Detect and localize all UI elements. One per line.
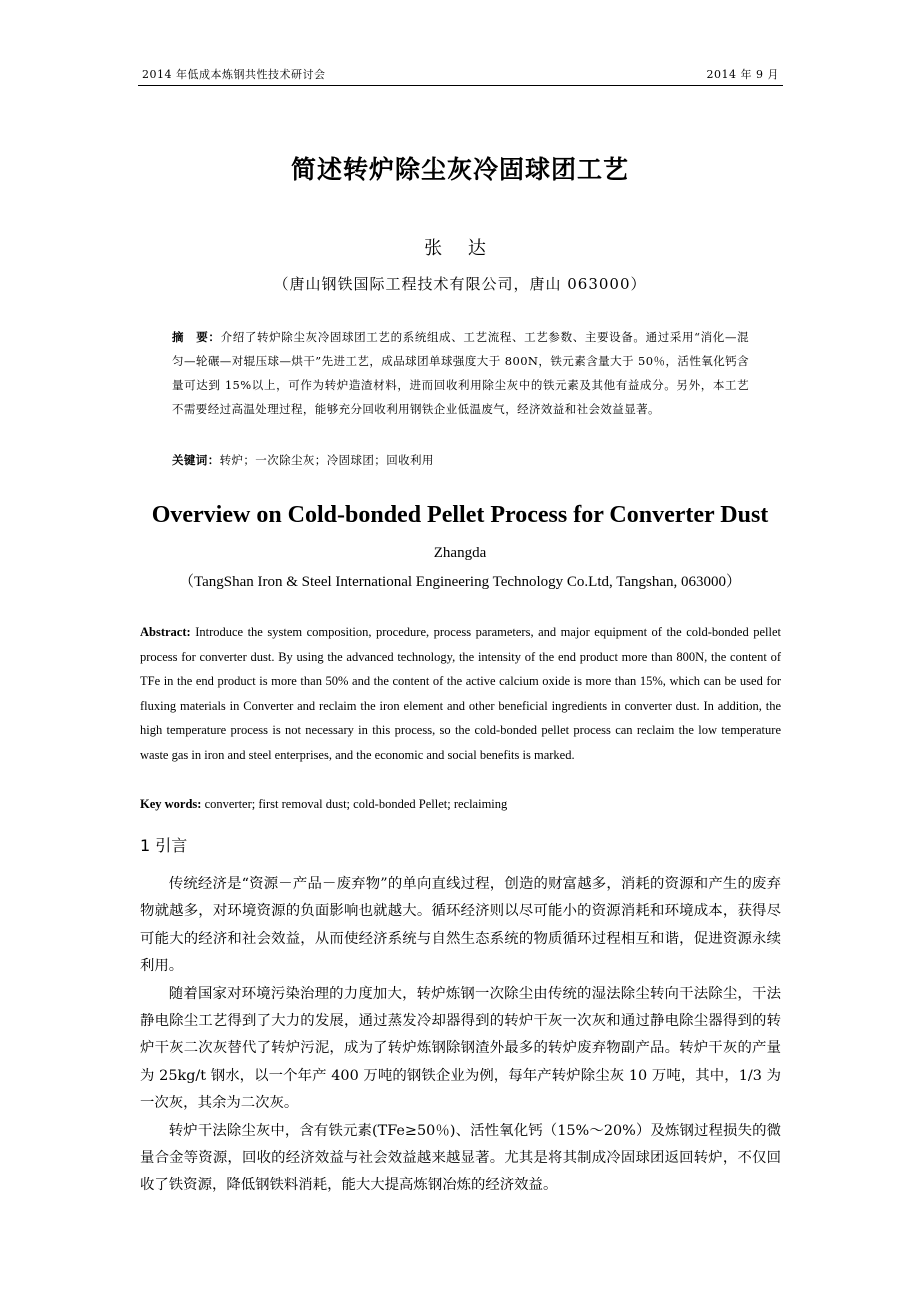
english-keywords	[140, 792, 781, 816]
section-body	[140, 871, 781, 1200]
chinese-abstract-label: 摘 要：	[172, 330, 221, 344]
section-heading: 1 引言	[140, 836, 188, 855]
header-rule	[138, 85, 783, 86]
chinese-affiliation: （唐山钢铁国际工程技术有限公司，唐山 063000）	[273, 275, 647, 293]
body-paragraph: 传统经济是“资源－产品－废弃物”的单向直线过程，创造的财富越多，消耗的资源和产生的废弃物就越多，对环境资源的负面影响也就越大。循环经济则以尽可能小的资源消耗和环境成本，获得尽可能大的经济和社会效益，从而使经济系统与自然生态系统的物质循环过程相互和谐，促进资源永续利用。	[140, 876, 781, 975]
chinese-keywords-text: 转炉；一次除尘灰；冷固球团；回收利用	[219, 453, 434, 467]
chinese-title: 简述转炉除尘灰冷固球团工艺	[290, 155, 629, 184]
english-title: Overview on Cold-bonded Pellet Process for Converter Dust	[151, 502, 769, 528]
english-abstract	[140, 620, 781, 768]
body-paragraph: 随着国家对环境污染治理的力度加大，转炉炼钢一次除尘由传统的湿法除尘转向干法除尘，干法静电除尘工艺得到了大力的发展，通过蒸发冷却器得到的转炉干灰一次灰和通过静电除尘器得到的转炉干灰二次灰替代了转炉污泥，成为了转炉炼钢除钢渣外最多的转炉废弃物副产品。转炉干灰的产量为 25kg/t 钢水，以一个年产 400 万吨的钢铁企业为例，每年产转炉除尘灰 10 万吨，其中，1/3 为一次灰，其余为二次灰。	[140, 985, 781, 1112]
chinese-keywords	[172, 448, 749, 472]
chinese-abstract	[172, 325, 749, 421]
english-keywords-label: Key words:	[140, 797, 202, 811]
chinese-abstract-text: 介绍了转炉除尘灰冷固球团工艺的系统组成、工艺流程、工艺参数、主要设备。通过采用“消化—混匀—轮碾—对辊压球—烘干”先进工艺，成品球团单球强度大于 800N，铁元素含量大于 50％，活性氧化钙含量可达到 15%以上，可作为转炉造渣材料，进而回收利用除尘灰中的铁元素及其他有益成分。另外，本工艺不需要经过高温处理过程，能够充分回收利用钢铁企业低温废气，经济效益和社会效益显著。	[172, 330, 749, 416]
conference-date: 2014 年 9 月	[706, 68, 779, 81]
english-keywords-text: converter; first removal dust; cold-bonded Pellet; reclaiming	[201, 797, 508, 811]
conference-name: 2014 年低成本炼钢共性技术研讨会	[142, 68, 326, 81]
english-affiliation: （TangShan Iron & Steel International Engineering Technology Co.Ltd, Tangshan, 063000）	[178, 574, 742, 590]
english-author: Zhangda	[433, 545, 487, 561]
english-abstract-label: Abstract:	[140, 625, 191, 639]
chinese-author: 张 达	[424, 238, 496, 259]
chinese-keywords-label: 关键词：	[172, 453, 220, 467]
body-paragraph: 转炉干法除尘灰中，含有铁元素(TFe≥50％)、活性氧化钙（15%～20%）及炼钢过程损失的微量合金等资源，回收的经济效益与社会效益越来越显著。尤其是将其制成冷固球团返回转炉，不仅回收了铁资源，降低钢铁料消耗，能大大提高炼钢冶炼的经济效益。	[140, 1122, 781, 1194]
running-header	[138, 62, 783, 82]
english-abstract-text: Introduce the system composition, procedure, process parameters, and major equipment of the cold-bonded pellet process for converter dust. By using the advanced technology, the intensity of the end product more than 800N, the content of TFe in the end product is more than 50% and the content of the active calcium oxide is more than 15%, which can be used for fluxing materials in Converter and reclaim the iron element and other beneficial ingredients in converter dust. In addition, the high temperature process is not necessary in this process, so the cold-bonded pellet process can reclaim the low temperature waste gas in iron and steel enterprises, and the economic and social benefits is marked.	[140, 625, 781, 762]
